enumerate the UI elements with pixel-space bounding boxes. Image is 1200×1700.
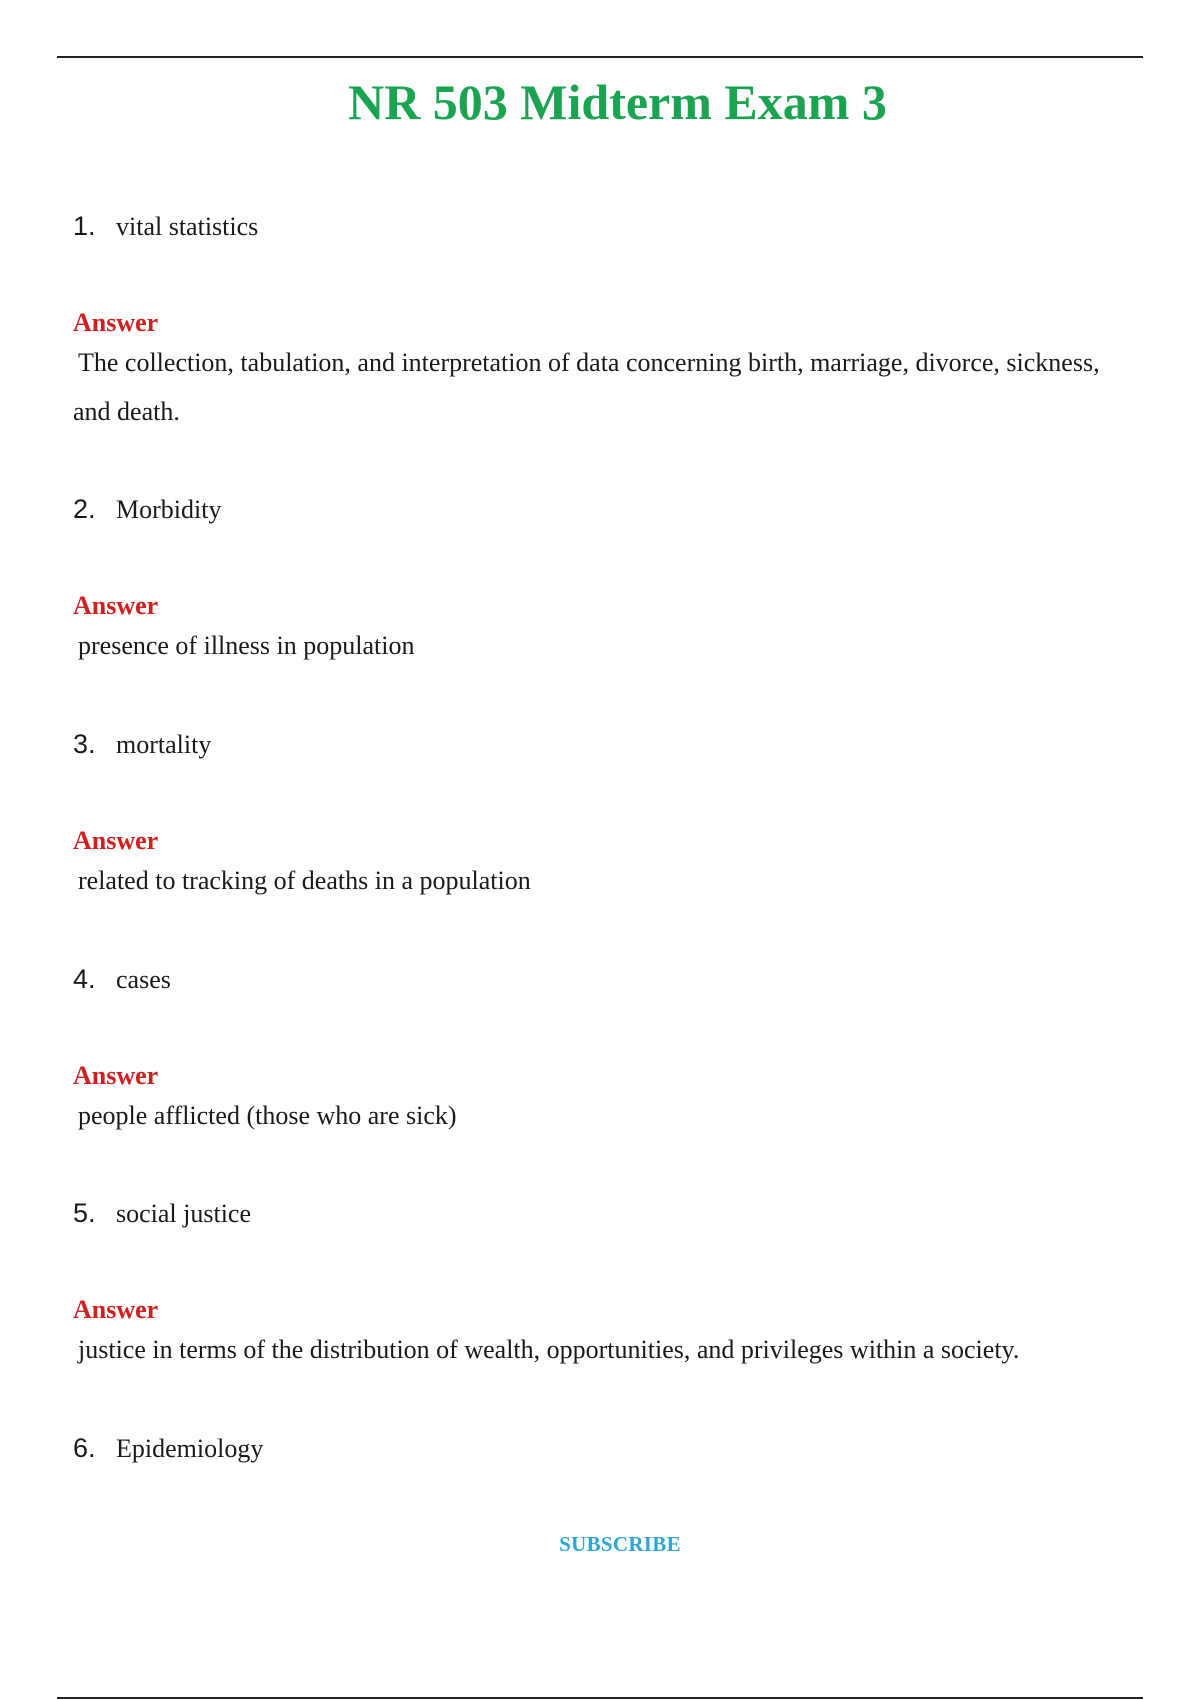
answer-label: Answer [73, 591, 159, 620]
answer-text: justice in terms of the distribution of wealth, opportunities, and privileges within a society. [78, 1335, 1020, 1364]
answer-label: Answer [73, 1295, 159, 1324]
question-number: 4. [73, 964, 96, 994]
answer-label: Answer [73, 1061, 159, 1090]
question-number: 2. [73, 494, 96, 524]
question-term: mortality [116, 730, 212, 759]
question-term: cases [116, 965, 171, 994]
question-term: Epidemiology [116, 1434, 264, 1463]
answer-text: The collection, tabulation, and interpretation of data concerning birth, marriage, divorce, sickness, and death. [73, 348, 1100, 426]
question-number: 5. [73, 1198, 96, 1228]
answer-label: Answer [73, 308, 159, 337]
bottom-rule [57, 1697, 1143, 1699]
answer-label: Answer [73, 826, 159, 855]
question [73, 1432, 263, 1465]
question [73, 1197, 251, 1230]
question-number: 6. [73, 1433, 96, 1463]
top-rule [57, 56, 1143, 58]
question-term: social justice [116, 1199, 252, 1228]
question [73, 210, 258, 243]
question [73, 963, 171, 996]
question-term: vital statistics [116, 212, 259, 241]
answer-text: related to tracking of deaths in a population [78, 866, 531, 895]
question [73, 493, 221, 526]
answer-text: presence of illness in population [78, 631, 415, 660]
question-number: 3. [73, 729, 96, 759]
subscribe-link[interactable]: SUBSCRIBE [559, 1532, 681, 1556]
answer-text: people afflicted (those who are sick) [78, 1101, 457, 1130]
page-title: NR 503 Midterm Exam 3 [348, 74, 887, 130]
question-number: 1. [73, 211, 96, 241]
question-term: Morbidity [116, 495, 222, 524]
question [73, 728, 211, 761]
